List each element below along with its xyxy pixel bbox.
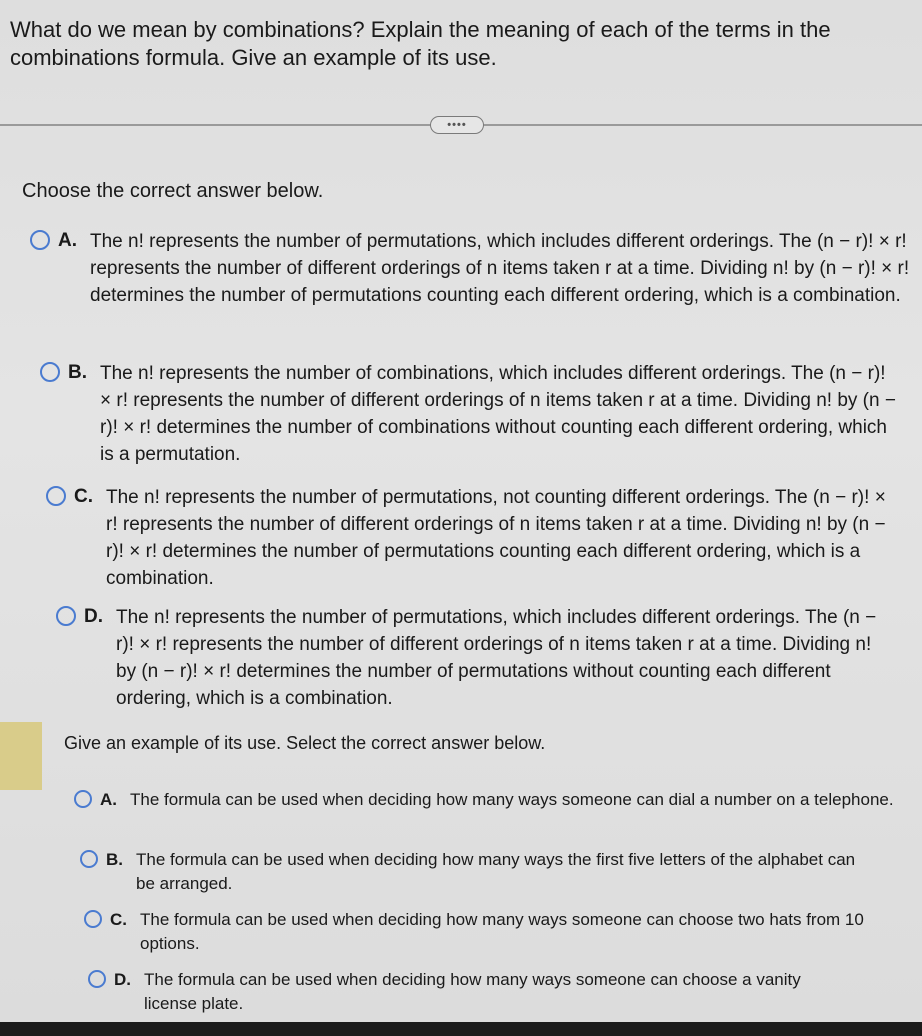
option-text: The formula can be used when deciding how many ways someone can dial a number on a telephone. bbox=[130, 790, 894, 809]
question-text: What do we mean by combinations? Explain the meaning of each of the terms in the combinations formula. Give an example of its use. bbox=[10, 17, 831, 70]
radio-button-icon[interactable] bbox=[40, 362, 60, 382]
radio-button-icon[interactable] bbox=[88, 970, 106, 988]
option-text: The formula can be used when deciding how many ways someone can choose a vanity license plate. bbox=[144, 970, 801, 1013]
radio-button-icon[interactable] bbox=[46, 486, 66, 506]
part2-option-a[interactable] bbox=[74, 788, 894, 812]
radio-button-icon[interactable] bbox=[74, 790, 92, 808]
option-text: The formula can be used when deciding how many ways the first five letters of the alphabet can be arranged. bbox=[136, 850, 856, 893]
option-letter: C. bbox=[110, 910, 127, 929]
part1-option-b[interactable] bbox=[40, 360, 900, 468]
option-text: The n! represents the number of permutations, which includes different orderings. The (n − r)! × r! represents the number of different orderings of n items taken r at a time. Dividing n! by (n − r)! × r! determines the number of permutations counting each different ordering, which is a combination. bbox=[90, 231, 910, 306]
more-options-button[interactable]: •••• bbox=[430, 116, 484, 134]
option-text: The formula can be used when deciding how many ways someone can choose two hats from 10 options. bbox=[140, 910, 864, 953]
option-text: The n! represents the number of permutations, which includes different orderings. The (n − r)! × r! represents the number of different orderings of n items taken r at a time. Dividing n! by (n − r)! × r! determines the number of permutations without counting each different ordering, which is a combination. bbox=[116, 607, 877, 709]
option-letter: D. bbox=[114, 970, 131, 989]
option-letter: D. bbox=[84, 606, 103, 627]
option-text: The n! represents the number of combinations, which includes different orderings. The (n − r)! × r! represents the number of different orderings of n items taken r at a time. Dividing n! by (n − r)! × r! determines the number of combinations without counting each different ordering, which is a permutation. bbox=[100, 363, 896, 465]
radio-button-icon[interactable] bbox=[56, 606, 76, 626]
radio-button-icon[interactable] bbox=[80, 850, 98, 868]
option-letter: C. bbox=[74, 486, 93, 507]
option-text: The n! represents the number of permutations, not counting different orderings. The (n − r)! × r! represents the number of different orderings of n items taken r at a time. Dividing n! by (n − r)! × r! determines the number of permutations counting each different ordering, which is a combination. bbox=[106, 487, 886, 589]
radio-button-icon[interactable] bbox=[30, 230, 50, 250]
radio-button-icon[interactable] bbox=[84, 910, 102, 928]
option-letter: B. bbox=[106, 850, 123, 869]
option-letter: A. bbox=[58, 230, 77, 251]
part2-prompt: Give an example of its use. Select the correct answer below. bbox=[64, 733, 546, 753]
part2-option-c[interactable] bbox=[84, 908, 864, 956]
part1-option-c[interactable] bbox=[46, 484, 896, 592]
option-letter: B. bbox=[68, 362, 87, 383]
screen-bezel bbox=[0, 1022, 922, 1036]
side-tab bbox=[0, 722, 42, 790]
part1-prompt: Choose the correct answer below. bbox=[22, 180, 324, 202]
part1-option-d[interactable] bbox=[56, 604, 886, 712]
option-letter: A. bbox=[100, 790, 117, 809]
part2-option-d[interactable] bbox=[88, 968, 848, 1016]
part1-option-a[interactable] bbox=[30, 228, 910, 309]
part2-option-b[interactable] bbox=[80, 848, 860, 896]
